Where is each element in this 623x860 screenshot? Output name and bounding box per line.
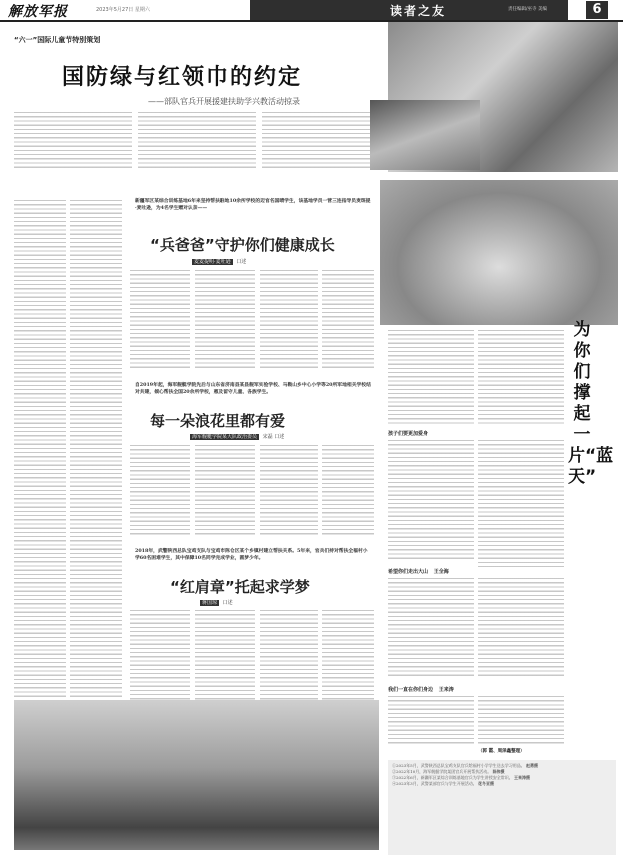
article3-author: 蒋国琼 — [202, 600, 218, 606]
right-item3-col-a — [388, 696, 474, 746]
feature-subtitle: ——部队官兵开展援建扶助学兴教活动掠录 — [148, 97, 300, 106]
article2-col1 — [130, 445, 190, 535]
article1-col1 — [130, 270, 190, 370]
caption-list — [388, 760, 616, 790]
page-header — [0, 0, 623, 22]
article1-intro: 新疆军区某综合训练基地6年来坚持帮扶駐地10余所学校的迈官名国晴学生，该基地学员一营三连指导员麦斑提·麦吐逊，为4名学生赠对认亲—— — [135, 198, 371, 211]
photo-soldiers-students-group — [14, 700, 379, 850]
right-box-item-2-label: 希望你们走出大山 — [388, 569, 429, 575]
right-box-item-3-title — [388, 686, 488, 693]
right-box-item-2-title — [388, 568, 488, 575]
article3-col3 — [260, 610, 318, 700]
right-box-item-3-author: 王来涛 — [438, 687, 454, 693]
article2-intro: 自2019年起，海军舰艇学院先后与山东省济南县某县舰军实验学校、马鞍山乡中心小学等20所军地相关学校结对共建，倾心帮扶全国20余所学校，惠及留守儿童、各族学生。 — [135, 382, 371, 395]
editor-credit: 责任编辑/巫寺 美编 — [508, 7, 547, 12]
right-item2-col-b — [478, 578, 564, 678]
right-item2-col-a — [388, 578, 474, 678]
right-col-a-top — [388, 330, 474, 425]
article1-byline — [192, 258, 246, 265]
right-box-item-3-label: 我们一直在你们身边 — [388, 687, 434, 693]
feature-title: 国防绿与红领巾的约定 — [62, 65, 303, 90]
article3-col1 — [130, 610, 190, 700]
right-col-b-top — [478, 330, 564, 425]
caption-4: ④2023年3月，武警某部官兵与学生开展活动。 花冬亚摄 — [392, 781, 495, 786]
right-item1-col-a — [388, 440, 474, 560]
left-column-text-a — [14, 200, 66, 760]
article2-note: 宋磊 口述 — [262, 434, 285, 440]
article2-col3 — [260, 445, 318, 535]
article1-author: 麦麦提明·麦吐逊 — [194, 259, 231, 265]
article1-title: “兵爸爸”守护你们健康成长 — [150, 236, 335, 254]
vertical-title: 为你们撑起一片“蓝天” — [568, 320, 614, 487]
intro-column-2 — [138, 112, 256, 170]
caption-3: ③2022年6月，新疆军区某综合训练基地官兵为学生讲授安全常识。 王来涛摄 — [392, 775, 531, 780]
article1-col2 — [195, 270, 255, 370]
article2-byline — [190, 433, 284, 440]
article2-col4 — [322, 445, 374, 535]
caption-box — [388, 760, 616, 855]
article3-col4 — [322, 610, 374, 700]
article3-byline — [200, 599, 233, 606]
caption-1: ①2023年5月，武警陕西总队宝鸡支队官兵给福村小学学生送去学习用品。 赵勇摄 — [392, 763, 539, 768]
article1-col4 — [322, 270, 374, 370]
right-box-footer: （郭 霞、周泽鑫整理） — [478, 749, 525, 754]
article1-col3 — [260, 270, 318, 370]
photo-hands — [380, 180, 618, 325]
intro-column-3 — [262, 112, 372, 170]
photo-classroom — [370, 100, 480, 170]
masthead: 解放军报 — [8, 4, 68, 20]
article2-title: 每一朵浪花里都有爱 — [150, 412, 286, 430]
right-item1-col-b — [478, 440, 564, 570]
article3-col2 — [195, 610, 255, 700]
article3-note: 口述 — [222, 600, 233, 606]
intro-column-1 — [14, 112, 132, 170]
left-column-text-b — [70, 200, 122, 760]
section-title: 读者之友 — [390, 4, 447, 18]
right-box-item-1-title: 孩子们要更加爱身 — [388, 431, 429, 437]
article3-title: “红肩章”托起求学梦 — [170, 578, 310, 596]
right-box-item-2-author: 王全海 — [433, 569, 449, 575]
article3-intro: 2018年，武警陕西总队宝鸡支队与宝鸡市陈仓区某个乡镇村建立帮扶关系。5年来，官兵们持对帮扶全福村小学60名困难学生，其中保障10名同学完成学业，圆梦少年。 — [135, 548, 368, 561]
feature-kicker: “六一”国际儿童节特别策划 — [14, 36, 101, 44]
issue-date: 2023年5月27日 星期六 — [96, 7, 150, 13]
caption-2: ②2022年10月，海军舰艇学院某团官兵开展帮扶活动。 陈伟摄 — [392, 769, 505, 774]
article2-author: 海军舰艇学院某大队政治委员 — [192, 434, 258, 440]
page-number: 6 — [586, 1, 608, 19]
right-item3-col-b — [478, 696, 564, 746]
article1-note: 口述 — [236, 259, 247, 265]
article2-col2 — [195, 445, 255, 535]
